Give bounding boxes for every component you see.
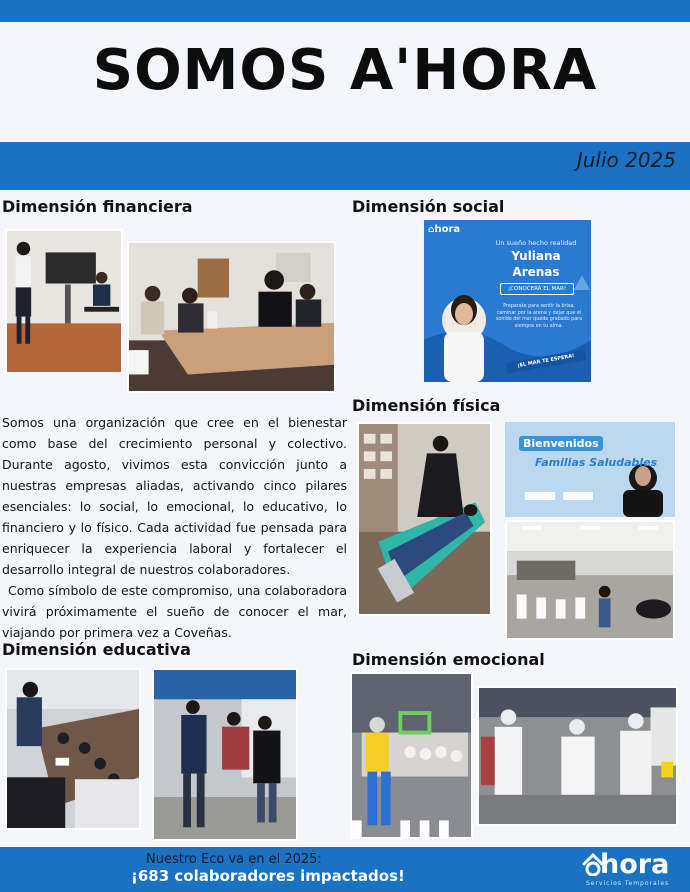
article-paragraph-2: Como símbolo de este compromiso, una colaboradora vivirá próximamente el sueño de conocer el mar, viajando por primera vez a Coveñas.	[2, 583, 347, 640]
physical-welcome-card	[505, 422, 675, 517]
physical-photo-massage	[357, 422, 492, 616]
emotional-photo-team	[477, 686, 678, 826]
social-card-badge: ¡CONOCERÁ EL MAR!	[500, 283, 574, 295]
physical-photo-exercise	[505, 520, 675, 640]
footer-impact-count: ¡683 colaboradores impactados!	[131, 867, 405, 885]
brand-logo	[578, 847, 690, 892]
social-card-subtitle: Un sueño hecho realidad	[495, 239, 577, 247]
heading-physical: Dimensión física	[352, 396, 501, 415]
top-band	[0, 0, 690, 22]
article-body	[2, 412, 347, 643]
article-paragraph-1: Somos una organización que cree en el bienestar como base del crecimiento personal y colectivo. Durante agosto, vivimos esta convicción junto a nuestras empresas aliadas, activando cinco pilares esenciales: lo social, lo emocional, lo educativo, lo financiero y lo físico. Cada actividad fue pensada para enriquecer la experiencia laboral y fortalecer el desarrollo integral de nuestros colaboradores.	[2, 415, 347, 577]
educational-photo-group	[152, 668, 298, 841]
welcome-subtitle: Familias Saludables	[535, 456, 658, 469]
heading-financial: Dimensión financiera	[2, 197, 193, 216]
welcome-title: Bienvenidos	[519, 436, 603, 451]
logo-wordmark: hora	[600, 849, 670, 880]
social-card-last-name: Arenas	[512, 265, 560, 279]
financial-photo-presenter	[5, 229, 123, 374]
page-title: SOMOS A'HORA	[92, 38, 598, 103]
heading-social: Dimensión social	[352, 197, 505, 216]
logo-tagline: Servicios Temporales	[586, 880, 670, 887]
social-announcement-card	[424, 220, 591, 382]
date-band	[0, 142, 690, 190]
heading-educational: Dimensión educativa	[2, 640, 191, 659]
footer-line-1: Nuestro Eco va en el 2025:	[146, 852, 322, 867]
issue-date: Julio 2025	[576, 148, 676, 172]
social-card-ribbon: ¡EL MAR TE ESPERA!	[506, 349, 587, 374]
social-card-logo: ⌂hora	[428, 224, 461, 235]
heading-emotional: Dimensión emocional	[352, 650, 545, 669]
emotional-photo-celebration	[350, 672, 473, 839]
social-card-first-name: Yuliana	[511, 249, 561, 263]
social-card-description: Preparate para sentir la brisa, caminar por la arena y dejar que el sonido del mar quede grabado para siempre en tu alma.	[495, 304, 583, 329]
financial-photo-audience	[127, 241, 336, 393]
educational-photo-meeting	[5, 668, 141, 830]
